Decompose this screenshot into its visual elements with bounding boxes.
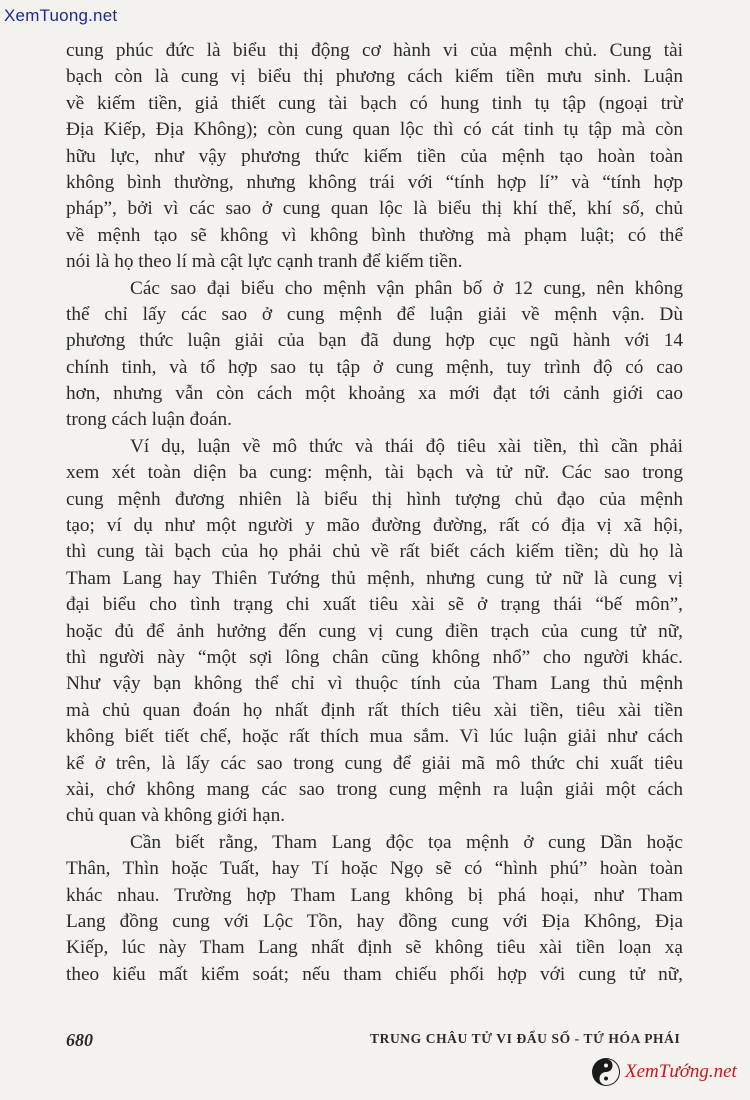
text-line: không bình thường, nhưng không trái với “tính hợp lí” và “tính hợp [66,171,683,193]
text-line: pháp”, bởi vì các sao ở cung quan lộc là biểu thị khí thế, khí số, chủ [66,198,683,220]
text-line: chủ quan và không giới hạn. [66,805,286,827]
page-number: 680 [66,1030,93,1050]
text-line: cung phúc đức là biểu thị động cơ hành vi của mệnh chủ. Cung tài [66,40,683,61]
text-line: chính tinh, và tổ hợp sao tụ tập ở cung mệnh, tuy trình độ có cao [66,356,683,378]
watermark-top: XemTuong.net [4,6,118,25]
text-line: Tham Lang hay Thiên Tướng thủ mệnh, nhưng cung tử nữ là cung vị [66,567,683,589]
text-line: Ví dụ, luận về mô thức và thái độ tiêu xài tiền, thì cần phải [130,435,683,457]
text-line: xem xét toàn diện ba cung: mệnh, tài bạch và tử nữ. Các sao trong [66,462,683,484]
text-line: kể ở trên, là lấy các sao trong cung để giải mã mô thức chi xuất tiêu [66,752,683,774]
text-line: hữu lực, như vậy phương thức kiếm tiền của mệnh tạo hoàn toàn [66,145,683,167]
text-line: khác nhau. Trường hợp Tham Lang không bị phá hoại, như Tham [66,884,683,906]
text-line: thì cung tài bạch của họ phải chủ về rất biết cách kiếm tiền; dù họ là [66,541,683,563]
text-line: hơn, nhưng vẫn còn cách một khoảng xa mới đạt tới cảnh giới cao [66,383,683,405]
text-line: Kiếp, lúc này Tham Lang nhất định sẽ không tiêu xài tiền loạn xạ [66,937,683,959]
text-line: xài, chớ không mang các sao trong cung mệnh ra luận giải một cách [66,778,683,800]
yin-yang-icon [592,1058,620,1086]
text-line: trong cách luận đoán. [66,409,232,431]
text-line: đại biểu cho tình trạng chi xuất tiêu xài sẽ ở trạng thái “bế môn”, [66,594,683,616]
text-line: Lang đồng cung với Lộc Tồn, hay đồng cung với Địa Không, Địa [66,910,683,932]
text-line: phương thức luận giải của bạn đã dung hợp cục ngũ hành với 14 [66,330,683,352]
text-line: không biết tiết chế, hoặc rất thích mua sắm. Vì lúc luận giải như cách [66,726,683,748]
site-logo [592,1058,737,1086]
text-line: Các sao đại biểu cho mệnh vận phân bố ở 12 cung, nên không [130,277,683,299]
text-line: Như vậy bạn không thể chỉ vì thuộc tính của Tham Lang thủ mệnh [66,673,683,695]
text-line: về kiếm tiền, giả thiết cung tài bạch có hung tinh tụ tập (ngoại trừ [66,92,683,114]
text-line: bạch còn là cung vị biểu thị phương cách kiếm tiền mưu sinh. Luận [66,66,683,88]
text-line: hoặc đủ để ảnh hưởng đến cung vị cung điền trạch của cung tử nữ, [66,620,683,642]
text-line: về mệnh tạo sẽ không vì không bình thường mà phạm luật; có thể [66,224,683,246]
text-line: tạo; ví dụ như một người y mão đường đường, rất có địa vị xã hội, [66,515,683,537]
running-footer-title: TRUNG CHÂU TỬ VI ĐẨU SỐ - TỨ HÓA PHÁI [370,1031,681,1046]
logo-text: XemTướng.net [625,1061,737,1082]
text-line: theo kiểu mất kiểm soát; nếu tham chiếu phối hợp với cung tử nữ, [66,963,683,985]
text-line: thể chỉ lấy các sao ở cung mệnh để luận giải về mệnh vận. Dù [66,303,683,325]
text-line: Địa Kiếp, Địa Không); còn cung quan lộc thì có cát tinh tụ tập mà còn [66,119,683,141]
text-line: Thân, Thìn hoặc Tuất, hay Tí hoặc Ngọ sẽ có “hình phú” hoàn toàn [66,858,683,880]
text-line: Cần biết rằng, Tham Lang độc tọa mệnh ở cung Dần hoặc [130,831,683,853]
text-line: cung mệnh đương nhiên là biểu thị hình tượng chủ đạo của mệnh [66,488,683,510]
text-line: mà chủ quan đoán họ nhất định rất thích tiêu xài tiền, tiêu xài tiền [66,699,683,721]
body-text [66,38,683,988]
text-line: nói là họ theo lí mà cật lực cạnh tranh để kiếm tiền. [66,251,463,273]
text-line: thì người này “một sợi lông chân cũng không nhổ” cho người khác. [66,646,683,668]
